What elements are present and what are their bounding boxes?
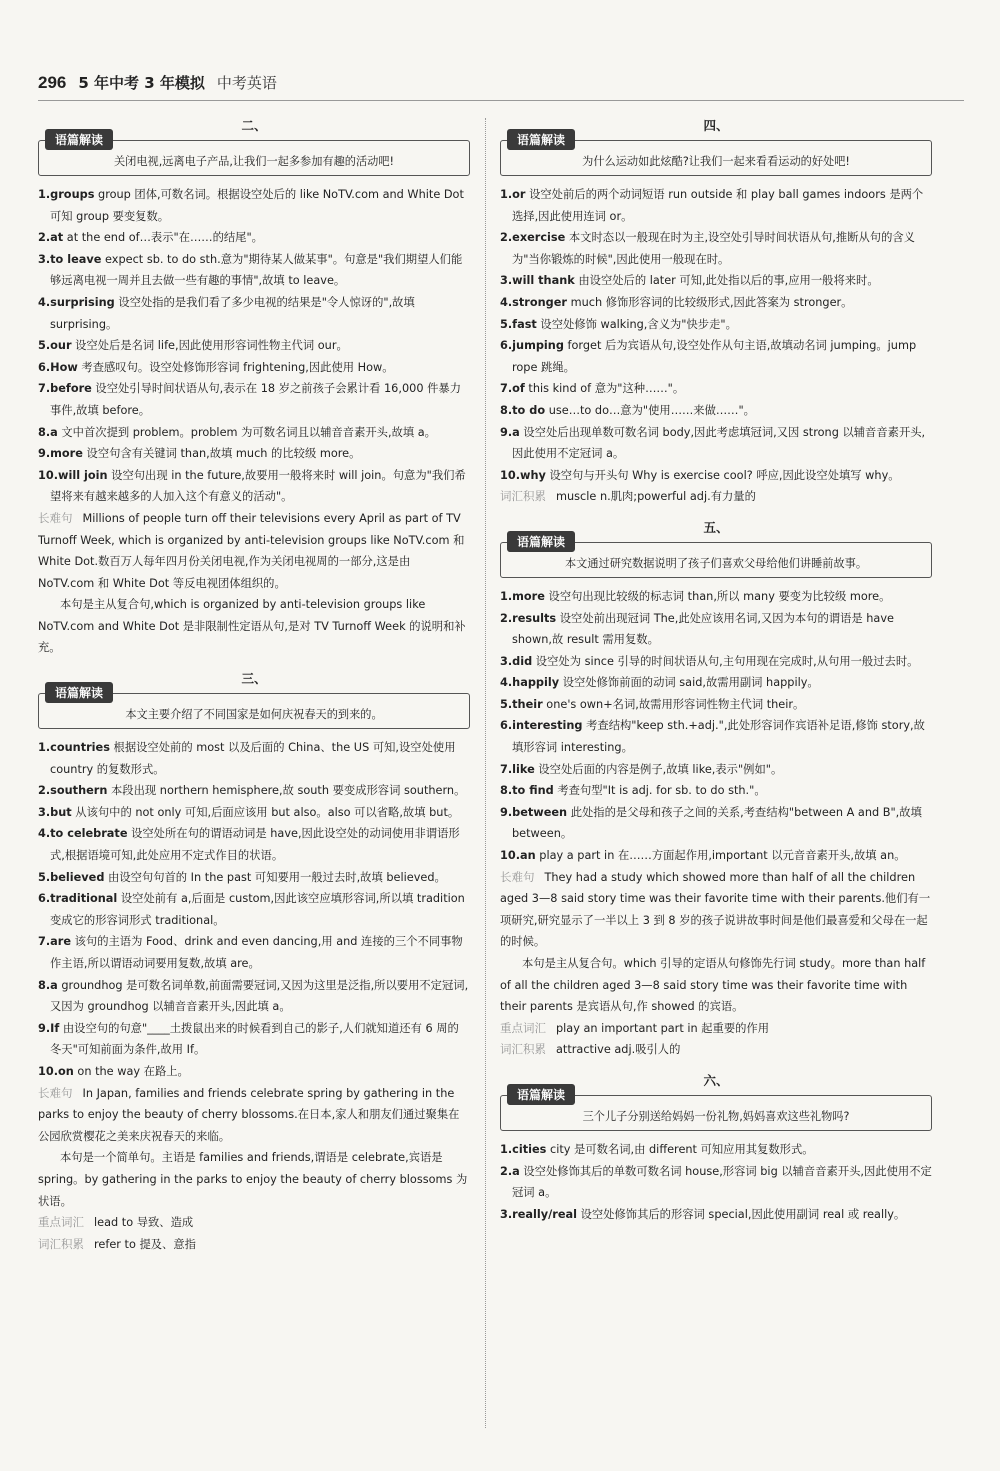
section-title: 六、 xyxy=(703,1072,729,1088)
book-subtitle: 中考英语 xyxy=(216,74,277,92)
answer-explanation: 由设空句句首的 In the past 可知要用一般过去时,故填 believed。 xyxy=(108,870,446,884)
answer-key: 8.a xyxy=(38,425,58,439)
vocab-text: lead to 导致、造成 xyxy=(94,1216,194,1230)
reading-tag: 语篇解读 xyxy=(507,129,575,150)
answer-explanation: group 团体,可数名词。根据设空处后的 like NoTV.com and White Dot 可知 group 要变复数。 xyxy=(50,188,464,223)
answer-item xyxy=(38,975,470,1018)
note-analysis: 本句是主从复合句,which is organized by anti-television groups like NoTV.com and White Dot 是非限制性定语从句,是对 TV Turnoff Week 的说明和补充。 xyxy=(38,598,466,655)
vocab-label: 词汇积累 xyxy=(500,1042,546,1057)
answer-explanation: 设空处后是名词 life,因此使用形容词性物主代词 our。 xyxy=(75,339,348,353)
vocab-line xyxy=(38,1212,470,1234)
answer-key: 4.happily xyxy=(500,676,560,690)
vocab-line xyxy=(38,1234,470,1256)
answer-explanation: 设空处所在句的谓语动词是 have,因此设空处的动词使用非谓语形式,根据语境可知,此处应用不定式作目的状语。 xyxy=(50,827,460,863)
answer-key: 7.before xyxy=(38,382,92,396)
answer-key: 9.a xyxy=(500,425,520,439)
answer-key: 9.more xyxy=(38,447,83,461)
page-header xyxy=(38,72,277,93)
vocab-text: refer to 提及、意指 xyxy=(94,1237,196,1251)
reading-tag: 语篇解读 xyxy=(507,1084,575,1105)
vocab-label: 重点词汇 xyxy=(500,1020,546,1035)
reading-summary-box xyxy=(500,133,932,176)
long-sentence-note xyxy=(500,867,932,953)
right-column xyxy=(500,112,932,1442)
vocab-text: play an important part in 起重要的作用 xyxy=(556,1021,770,1035)
note-label: 长难句 xyxy=(38,510,73,525)
answer-explanation: 设空处为 since 引导的时间状语从句,主句用现在完成时,从句用一般过去时。 xyxy=(535,654,919,668)
answer-explanation: 此处指的是父母和孩子之间的关系,考查结构"between A and B",故填 between。 xyxy=(512,805,922,841)
answer-key: 3.will thank xyxy=(500,274,575,288)
section-title: 五、 xyxy=(703,519,729,535)
answer-key: 8.to find xyxy=(500,784,554,798)
section-gap xyxy=(500,1225,932,1231)
answer-explanation: 设空处前后的两个动词短语 run outside 和 play ball games indoors 是两个选择,因此使用连词 or。 xyxy=(512,188,924,223)
answer-explanation: 考查感叹句。设空处修饰形容词 frightening,因此使用 How。 xyxy=(81,360,394,374)
answer-key: 5.fast xyxy=(500,317,537,331)
answer-key: 1.countries xyxy=(38,741,110,755)
reading-summary: 三个儿子分别送给妈妈一份礼物,妈妈喜欢这些礼物吗? xyxy=(582,1109,850,1123)
answer-explanation: 设空处引导时间状语从句,表示在 18 岁之前孩子会累计看 16,000 件暴力事件,故填 before。 xyxy=(50,382,461,417)
reading-summary: 关闭电视,远离电子产品,让我们一起多参加有趣的活动吧! xyxy=(113,155,395,168)
answer-key: 4.stronger xyxy=(500,295,567,309)
answer-item xyxy=(500,292,932,314)
answer-item xyxy=(500,270,932,292)
answer-key: 7.are xyxy=(38,935,72,949)
answer-key: 4.surprising xyxy=(38,295,115,309)
answer-item xyxy=(500,672,932,694)
answer-explanation: 由设空处后的 later 可知,此处指以后的事,应用一般将来时。 xyxy=(578,274,879,288)
note-text: In Japan, families and friends celebrate spring by gathering in the parks to enjoy the beauty of cherry blossoms.在日本,家人和朋友们通过聚集在公园欣赏樱花之美来庆祝春天的来临。 xyxy=(38,1086,460,1143)
answer-item xyxy=(38,249,470,292)
answer-explanation: 该句的主语为 Food、drink and even dancing,用 and 连接的三个不同事物作主语,所以谓语动词要用复数,故填 are。 xyxy=(50,935,463,970)
answer-key: 1.more xyxy=(500,589,545,603)
answer-explanation: 由设空句的句意"____土拨鼠出来的时候看到自己的影子,人们就知道还有 6 周的冬天"可知前面为条件,故用 If。 xyxy=(50,1021,459,1057)
answer-item xyxy=(500,227,932,270)
answer-key: 5.believed xyxy=(38,870,105,884)
answer-explanation: 设空处后出现单数可数名词 body,因此考虑填冠词,又因 strong 以辅音音素开头,因此使用不定冠词 a。 xyxy=(512,425,926,461)
reading-summary-box xyxy=(38,686,470,729)
answer-item xyxy=(38,867,470,889)
answer-key: 6.interesting xyxy=(500,719,583,733)
note-label: 长难句 xyxy=(500,869,535,884)
reading-summary-box xyxy=(38,133,470,176)
vocab-text: muscle n.肌肉;powerful adj.有力量的 xyxy=(556,490,756,504)
header-rule xyxy=(38,100,964,101)
answer-key: 3.to leave xyxy=(38,252,102,266)
answer-item xyxy=(38,737,470,780)
answer-item xyxy=(500,780,932,802)
answer-explanation: expect sb. to do sth.意为"期待某人做某事"。句意是"我们期望人们能够远离电视一周并且去做一些有趣的事情",故填 to leave。 xyxy=(50,252,463,288)
long-sentence-note xyxy=(38,1083,470,1148)
answer-explanation: 设空句含有关键词 than,故填 much 的比较级 more。 xyxy=(86,447,361,461)
answer-item xyxy=(38,357,470,379)
answer-explanation: 设空处前出现冠词 The,此处应该用名词,又因为本句的谓语是 have shown,故 result 需用复数。 xyxy=(512,611,894,647)
reading-summary: 本文通过研究数据说明了孩子们喜欢父母给他们讲睡前故事。 xyxy=(564,556,868,570)
answer-explanation: 设空处修饰其后的形容词 special,因此使用副词 real 或 really。 xyxy=(580,1207,906,1221)
answer-key: 5.their xyxy=(500,697,543,711)
answer-key: 7.of xyxy=(500,382,525,396)
answer-key: 3.really/real xyxy=(500,1207,577,1221)
note-analysis: 本句是主从复合句。which 引导的定语从句修饰先行词 study。more than half of all the children aged 3—8 said story time was their favorite time with their parents 是宾语从句,作 showed 的宾语。 xyxy=(500,957,926,1014)
answer-item xyxy=(38,443,470,465)
answer-explanation: 根据设空处前的 most 以及后面的 China、the US 可知,设空处使用 country 的复数形式。 xyxy=(50,741,456,776)
answer-key: 8.a xyxy=(38,978,58,992)
answer-explanation: use…to do…意为"使用……来做……"。 xyxy=(548,403,755,417)
answer-item xyxy=(500,759,932,781)
answer-item xyxy=(500,335,932,378)
answer-item xyxy=(38,422,470,444)
reading-summary: 本文主要介绍了不同国家是如何庆祝春天的到来的。 xyxy=(125,708,383,722)
section-gap xyxy=(38,1255,470,1261)
answer-explanation: 设空句出现 in the future,故要用一般将来时 will join。句意为"我们希望将来有越来越多的人加入这个有意义的活动"。 xyxy=(50,468,466,504)
answer-key: 2.exercise xyxy=(500,231,566,245)
note-label: 长难句 xyxy=(38,1085,73,1100)
answer-item xyxy=(500,184,932,227)
answer-item xyxy=(38,1061,470,1083)
answer-item xyxy=(38,292,470,335)
answer-key: 1.groups xyxy=(38,188,95,201)
vocab-line xyxy=(500,1018,932,1040)
reading-summary-box xyxy=(500,534,932,578)
answer-item xyxy=(38,1018,470,1061)
reading-summary-box xyxy=(500,1087,932,1131)
section-5 xyxy=(500,518,932,1067)
answer-item xyxy=(500,1139,932,1161)
answer-item xyxy=(38,931,470,974)
reading-summary: 为什么运动如此炫酷?让我们一起来看看运动的好处吧! xyxy=(582,155,850,168)
answer-key: 2.a xyxy=(500,1164,520,1178)
answer-item xyxy=(38,335,470,357)
answer-item xyxy=(500,400,932,422)
answer-key: 10.will join xyxy=(38,468,108,482)
section-title: 二、 xyxy=(241,118,267,133)
answer-key: 6.How xyxy=(38,360,78,374)
answer-item xyxy=(500,1161,932,1204)
answer-key: 9.between xyxy=(500,805,568,819)
answer-explanation: 从该句中的 not only 可知,后面应该用 but also。also 可以省略,故填 but。 xyxy=(75,805,460,819)
answer-explanation: 设空处指的是我们看了多少电视的结果是"令人惊讶的",故填 surprising。 xyxy=(50,295,415,331)
note-text: Millions of people turn off their televisions every April as part of TV Turnoff Week, which is organized by anti-television groups like NoTV.com 和 White Dot.数百万人每年四月份关闭电视,作为关闭电视周的一部分,这是由 NoTV.com 和 White Dot 等反电视团体组织的。 xyxy=(38,511,465,590)
reading-tag: 语篇解读 xyxy=(507,531,575,552)
answer-explanation: 设空句与开头句 Why is exercise cool? 呼应,因此设空处填写 why。 xyxy=(549,468,900,482)
answer-explanation: play a part in 在……方面起作用,important 以元音音素开头,故填 an。 xyxy=(539,849,906,863)
long-sentence-note xyxy=(38,508,470,594)
vocab-label: 词汇积累 xyxy=(500,489,546,504)
answer-explanation: forget 后为宾语从句,设空处作从句主语,故填动名词 jumping。jump rope 跳绳。 xyxy=(512,339,917,374)
reading-tag: 语篇解读 xyxy=(45,129,113,150)
answer-item xyxy=(500,465,932,487)
answer-key: 2.at xyxy=(38,231,64,245)
section-3 xyxy=(38,669,470,1261)
section-gap xyxy=(500,508,932,514)
answer-key: 1.or xyxy=(500,188,526,201)
answer-explanation: this kind of 意为"这种……"。 xyxy=(528,382,685,396)
vocab-label: 重点词汇 xyxy=(38,1215,84,1230)
answer-key: 7.like xyxy=(500,762,535,776)
answer-key: 10.on xyxy=(38,1064,74,1078)
section-gap xyxy=(38,659,470,665)
section-2 xyxy=(38,116,470,665)
answer-explanation: one's own+名词,故需用形容词性物主代词 their。 xyxy=(546,697,805,711)
section-6 xyxy=(500,1071,932,1231)
answer-item xyxy=(500,608,932,651)
answer-key: 4.to celebrate xyxy=(38,827,128,841)
answer-key: 5.our xyxy=(38,339,72,353)
answer-item xyxy=(38,378,470,421)
vocab-line xyxy=(500,486,932,508)
answer-explanation: on the way 在路上。 xyxy=(77,1064,189,1078)
answer-item xyxy=(38,888,470,931)
vocab-label: 词汇积累 xyxy=(38,1236,84,1251)
answer-item xyxy=(500,715,932,758)
answer-explanation: 本文时态以一般现在时为主,设空处引导时间状语从句,推断从句的含义为"当你锻炼的时候",因此使用一般现在时。 xyxy=(512,231,915,266)
answer-explanation: much 修饰形容词的比较级形式,因此答案为 stronger。 xyxy=(570,295,853,309)
answer-explanation: 考查结构"keep sth.+adj.",此处形容词作宾语补足语,修饰 story,故填形容词 interesting。 xyxy=(512,719,925,755)
answer-key: 2.results xyxy=(500,611,557,625)
answer-item xyxy=(500,802,932,845)
vocab-text: attractive adj.吸引人的 xyxy=(556,1043,681,1057)
answer-item xyxy=(500,586,932,608)
answer-item xyxy=(500,694,932,716)
answer-explanation: 设空处前有 a,后面是 custom,因此该空应填形容词,所以填 tradition 变成它的形容词形式 traditional。 xyxy=(50,892,465,927)
answer-item xyxy=(38,465,470,508)
answer-explanation: groundhog 是可数名词单数,前面需要冠词,又因为这里是泛指,所以要用不定冠词,又因为 groundhog 以辅音音素开头,因此填 a。 xyxy=(50,978,469,1014)
answer-explanation: 设空句出现比较级的标志词 than,所以 many 要变为比较级 more。 xyxy=(548,589,891,603)
answer-explanation: 设空处修饰 walking,含义为"快步走"。 xyxy=(540,317,737,331)
note-analysis: 本句是一个简单句。主语是 families and friends,谓语是 celebrate,宾语是 spring。by gathering in the parks to enjoy the beauty of cherry blossoms 为状语。 xyxy=(38,1151,468,1208)
answer-key: 6.traditional xyxy=(38,892,118,906)
answer-item xyxy=(38,802,470,824)
answer-key: 10.why xyxy=(500,468,546,482)
answer-explanation: 设空处后面的内容是例子,故填 like,表示"例如"。 xyxy=(538,762,783,776)
answer-key: 3.did xyxy=(500,654,533,668)
answer-key: 9.If xyxy=(38,1021,60,1035)
answer-key: 1.cities xyxy=(500,1142,547,1156)
answer-key: 2.southern xyxy=(38,784,108,798)
note-text: They had a study which showed more than half of all the children aged 3—8 said story time was their favorite time with their parents.他们有一项研究,研究显示了一半以上 3 到 8 岁的孩子说讲故事时间是他们最喜爱和父母在一起的时候。 xyxy=(500,870,931,949)
answer-key: 6.jumping xyxy=(500,339,564,353)
answer-item xyxy=(38,780,470,802)
section-title: 三、 xyxy=(241,671,267,687)
answer-explanation: at the end of…表示"在……的结尾"。 xyxy=(66,231,263,245)
answer-key: 8.to do xyxy=(500,403,546,417)
answer-item xyxy=(500,422,932,465)
answer-explanation: 考查句型"It is adj. for sb. to do sth."。 xyxy=(557,784,766,798)
vocab-line xyxy=(500,1039,932,1061)
section-title: 四、 xyxy=(703,118,729,133)
answer-item xyxy=(500,651,932,673)
answer-item xyxy=(38,227,470,249)
answer-item xyxy=(500,314,932,336)
answer-item xyxy=(38,823,470,866)
answer-explanation: city 是可数名词,由 different 可知应用其复数形式。 xyxy=(549,1142,814,1156)
section-gap xyxy=(500,1061,932,1067)
answer-explanation: 设空处修饰前面的动词 said,故需用副词 happily。 xyxy=(562,676,819,690)
answer-item xyxy=(500,378,932,400)
section-4 xyxy=(500,116,932,514)
answer-item xyxy=(38,184,470,227)
answer-key: 10.an xyxy=(500,849,536,863)
answer-item xyxy=(500,1204,932,1226)
answer-explanation: 本段出现 northern hemisphere,故 south 要变成形容词 southern。 xyxy=(111,784,466,798)
answer-key: 3.but xyxy=(38,805,72,819)
answer-explanation: 设空处修饰其后的单数可数名词 house,形容词 big 以辅音音素开头,因此使用不定冠词 a。 xyxy=(512,1164,932,1200)
reading-tag: 语篇解读 xyxy=(45,682,113,703)
page-number: 296 xyxy=(38,73,67,92)
column-divider xyxy=(485,118,486,1428)
book-title: 5 年中考 3 年模拟 xyxy=(78,74,205,92)
answer-item xyxy=(500,845,932,867)
left-column xyxy=(38,112,470,1442)
answer-explanation: 文中首次提到 problem。problem 为可数名词且以辅音音素开头,故填 a。 xyxy=(61,425,436,439)
